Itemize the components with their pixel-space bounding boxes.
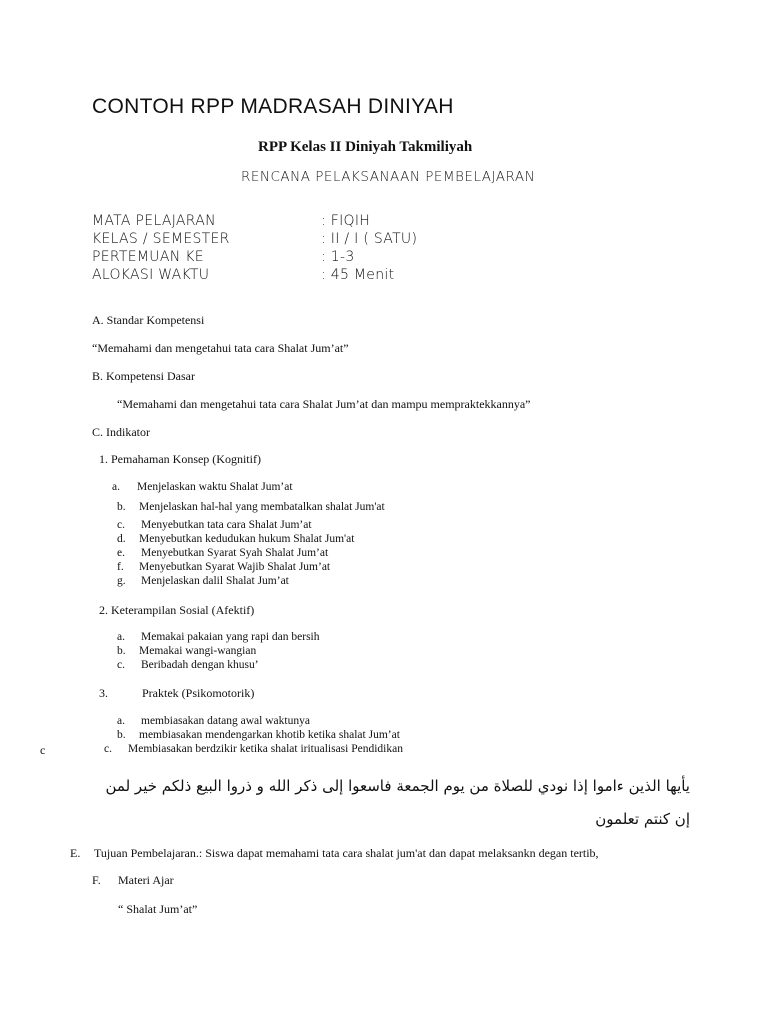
section-b-text: “Memahami dan mengetahui tata cara Shalat Jum’at dan mampu mempraktekkannya” <box>117 397 531 411</box>
list-item-marker: c. <box>104 743 112 755</box>
section-f-text: “ Shalat Jum’at” <box>118 902 198 916</box>
list-item: Menjelaskan hal-hal yang membatalkan shalat Jum'at <box>139 501 385 513</box>
section-f-heading: Materi Ajar <box>118 873 174 887</box>
document-subtitle: RPP Kelas II Diniyah Takmiliyah <box>258 139 473 155</box>
info-label-subject: MATA PELAJARAN <box>92 213 216 229</box>
indicator-group-1-heading: 1. Pemahaman Konsep (Kognitif) <box>99 452 261 466</box>
list-item: Menyebutkan kedudukan hukum Shalat Jum'at <box>139 533 355 545</box>
arabic-verse: يأيها الذين ءاموا إذا نودي للصلاة من يوم الجمعة فاسعوا إلى ذكر الله و ذروا البيع ذلكم خير لمن إن كنتم تعلمون <box>105 777 690 828</box>
list-item-marker: g. <box>117 575 126 587</box>
info-label-class: KELAS / SEMESTER <box>92 231 230 247</box>
section-e-text: Tujuan Pembelajaran.: Siswa dapat memahami tata cara shalat jum'at dan dapat melaksankn degan tertib, <box>94 846 599 860</box>
info-label-meeting: PERTEMUAN KE <box>92 249 204 265</box>
indicator-group-3-number: 3. <box>99 686 108 700</box>
section-c-heading: C. Indikator <box>92 425 150 439</box>
list-item-marker: a. <box>117 715 125 727</box>
section-e-marker: E. <box>70 846 81 860</box>
section-a-heading: A. Standar Kompetensi <box>92 313 205 327</box>
list-item-marker: e. <box>117 547 125 559</box>
list-item-marker: a. <box>117 631 125 643</box>
list-item: Menjelaskan dalil Shalat Jum’at <box>141 575 289 587</box>
list-item: Menyebutkan tata cara Shalat Jum’at <box>141 519 312 531</box>
list-item-marker: b. <box>117 729 126 741</box>
info-value-time: : 45 Menit <box>321 267 395 283</box>
list-item: membiasakan mendengarkan khotib ketika shalat Jum’at <box>139 729 400 741</box>
list-item: Menjelaskan waktu Shalat Jum’at <box>137 481 293 493</box>
info-value-subject: : FIQIH <box>321 213 371 229</box>
list-item: Membiasakan berdzikir ketika shalat iritualisasi Pendidikan <box>128 743 403 755</box>
list-item-marker: a. <box>112 481 120 493</box>
list-item: Beribadah dengan khusu’ <box>141 659 259 671</box>
section-a-text: “Memahami dan mengetahui tata cara Shalat Jum’at” <box>92 341 349 355</box>
document-heading: RENCANA PELAKSANAAN PEMBELAJARAN <box>241 169 536 185</box>
list-item: Memakai wangi-wangian <box>139 645 257 657</box>
info-value-class: : II / I ( SATU) <box>321 231 418 247</box>
list-item-marker: b. <box>117 501 126 513</box>
list-item: membiasakan datang awal waktunya <box>141 715 310 727</box>
list-item-marker: b. <box>117 645 126 657</box>
stray-marker: c <box>40 743 46 757</box>
list-item: Memakai pakaian yang rapi dan bersih <box>141 631 320 643</box>
document-title: CONTOH RPP MADRASAH DINIYAH <box>92 95 454 118</box>
list-item-marker: f. <box>117 561 124 573</box>
info-label-time: ALOKASI WAKTU <box>92 267 210 283</box>
section-f-marker: F. <box>92 873 101 887</box>
indicator-group-3-heading: Praktek (Psikomotorik) <box>142 686 255 700</box>
section-b-heading: B. Kompetensi Dasar <box>92 369 195 383</box>
list-item: Menyebutkan Syarat Syah Shalat Jum’at <box>141 547 329 559</box>
info-value-meeting: : 1-3 <box>321 249 355 265</box>
indicator-group-2-heading: 2. Keterampilan Sosial (Afektif) <box>99 603 255 617</box>
list-item-marker: c. <box>117 659 125 671</box>
list-item-marker: c. <box>117 519 125 531</box>
list-item: Menyebutkan Syarat Wajib Shalat Jum’at <box>139 561 331 573</box>
list-item-marker: d. <box>117 533 126 545</box>
